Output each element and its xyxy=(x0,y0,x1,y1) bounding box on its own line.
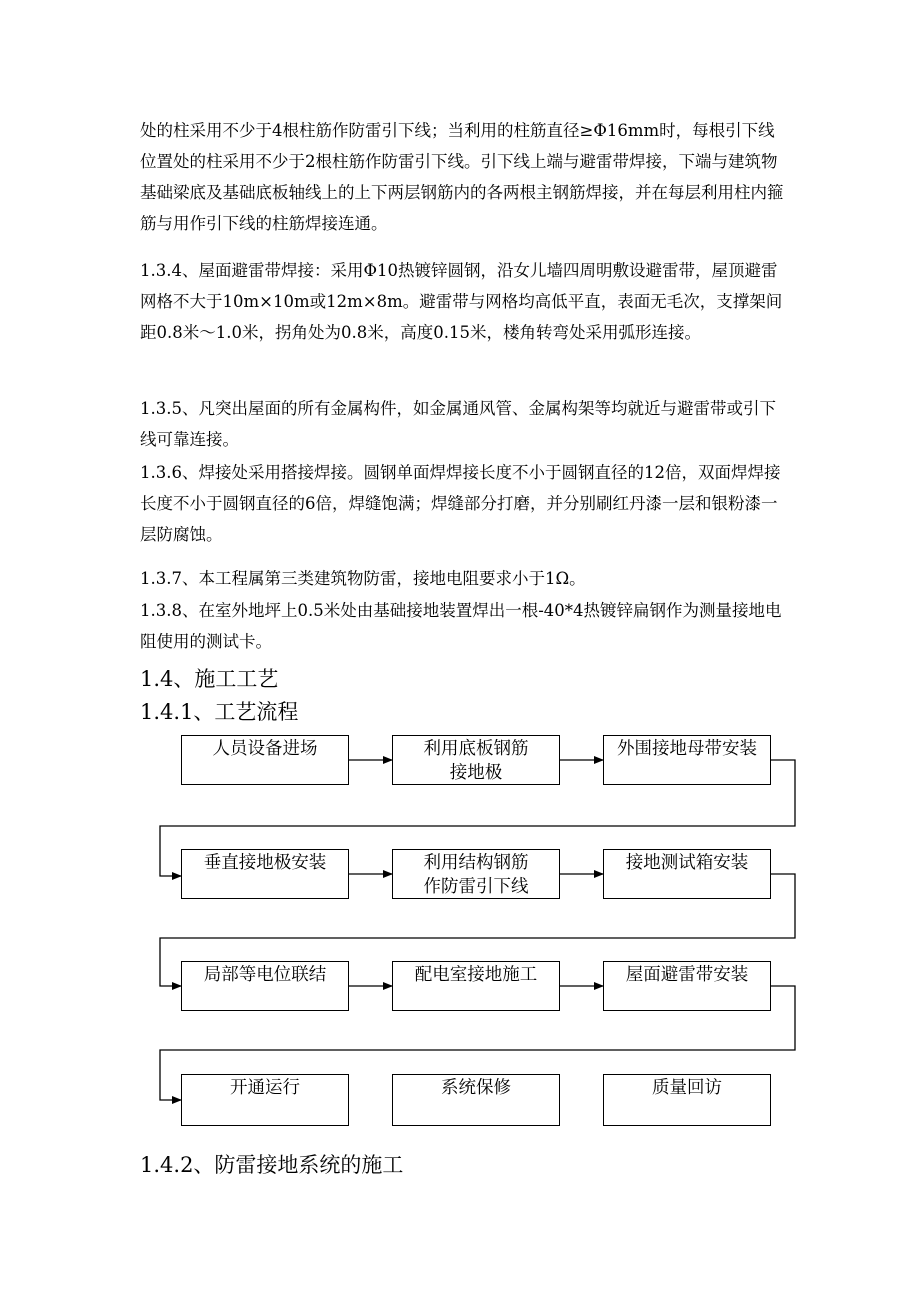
flow-step-box: 质量回访 xyxy=(603,1074,771,1126)
flow-step-box: 开通运行 xyxy=(181,1074,349,1126)
flow-step-box: 利用底板钢筋 接地极 xyxy=(392,735,560,785)
paragraph-1-3-6: 1.3.6、焊接处采用搭接焊接。圆钢单面焊焊接长度不小于圆钢直径的12倍，双面焊焊接长度不小于圆钢直径的6倍，焊缝饱满；焊缝部分打磨，并分别刷红丹漆一层和银粉漆一层防腐蚀。 xyxy=(140,463,781,544)
flow-step-box: 垂直接地极安装 xyxy=(181,849,349,899)
flow-step-box: 人员设备进场 xyxy=(181,735,349,785)
flow-step-box: 系统保修 xyxy=(392,1074,560,1126)
heading-1-4: 1.4、施工工艺 xyxy=(140,667,279,691)
flow-step-box: 配电室接地施工 xyxy=(392,961,560,1011)
paragraph-1-3-5: 1.3.5、凡突出屋面的所有金属构件，如金属通风管、金属构架等均就近与避雷带或引下线可靠连接。 xyxy=(140,399,776,449)
flow-step-box: 屋面避雷带安装 xyxy=(603,961,771,1011)
flow-step-box: 外围接地母带安装 xyxy=(603,735,771,785)
paragraph-1-3-7: 1.3.7、本工程属第三类建筑物防雷，接地电阻要求小于1Ω。 xyxy=(140,569,586,588)
flow-step-box: 局部等电位联结 xyxy=(181,961,349,1011)
heading-1-4-1: 1.4.1、工艺流程 xyxy=(140,700,299,724)
paragraph-1-3-8: 1.3.8、在室外地坪上0.5米处由基础接地装置焊出一根-40*4热镀锌扁钢作为测量接地电阻使用的测试卡。 xyxy=(140,601,782,651)
heading-1-4-2: 1.4.2、防雷接地系统的施工 xyxy=(140,1153,404,1177)
flow-step-box: 利用结构钢筋 作防雷引下线 xyxy=(392,849,560,899)
flow-step-box: 接地测试箱安装 xyxy=(603,849,771,899)
paragraph-1: 处的柱采用不少于4根柱筋作防雷引下线；当利用的柱筋直径≥Φ16mm时，每根引下线位置处的柱采用不少于2根柱筋作防雷引下线。引下线上端与避雷带焊接，下端与建筑物基础梁底及基础底板轴线上的上下两层钢筋内的各两根主钢筋焊接，并在每层利用柱内箍筋与用作引下线的柱筋焊接连通。 xyxy=(140,121,784,233)
paragraph-1-3-4: 1.3.4、屋面避雷带焊接：采用Φ10热镀锌圆钢，沿女儿墙四周明敷设避雷带，屋顶避雷网格不大于10m×10m或12m×8m。避雷带与网格均高低平直，表面无毛次，支撑架间距0.8米～1.0米，拐角处为0.8米，高度0.15米，楼角转弯处采用弧形连接。 xyxy=(140,261,783,342)
